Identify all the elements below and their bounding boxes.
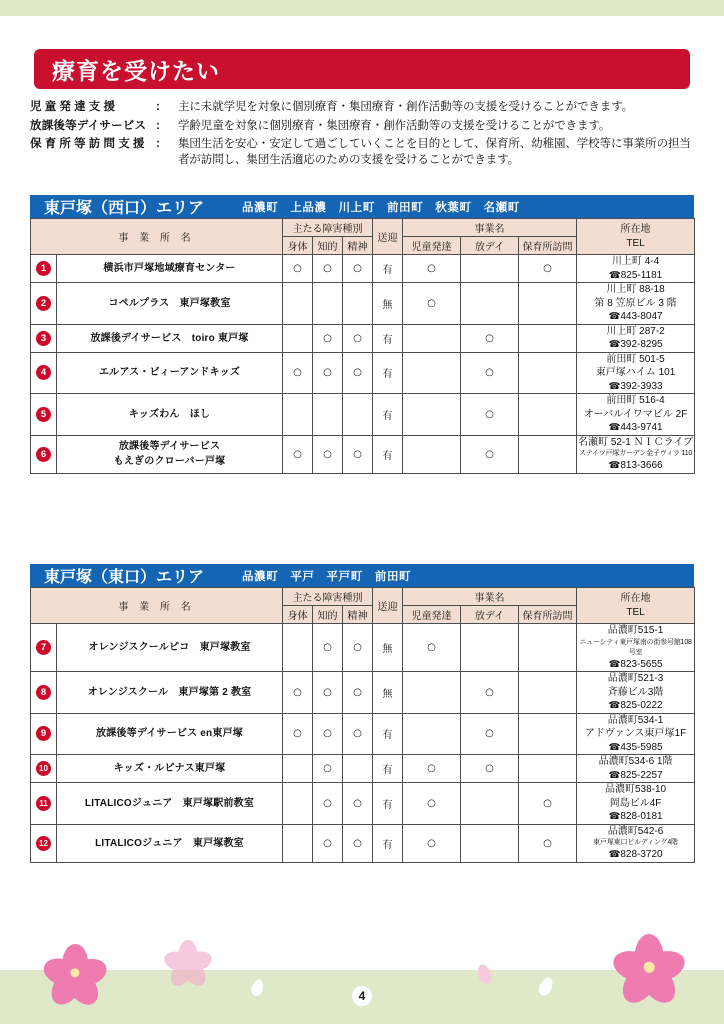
telephone: ☎825-0222 bbox=[608, 700, 663, 711]
table-row bbox=[31, 283, 695, 325]
telephone: ☎435-5985 bbox=[608, 741, 663, 753]
header-disability-group: 主たる障害種別 bbox=[283, 588, 373, 606]
transport-value: 有 bbox=[373, 824, 403, 862]
table-row bbox=[31, 255, 695, 283]
table-row bbox=[31, 435, 695, 473]
facility-name: 横浜市戸塚地域療育センター bbox=[57, 255, 283, 283]
address-line: 品濃町534-6 1階 bbox=[598, 756, 673, 767]
address-line: 品濃町515-1 bbox=[607, 625, 664, 636]
header-facility-name: 事 業 所 名 bbox=[31, 588, 283, 624]
header-service-2: 保育所訪問 bbox=[519, 606, 577, 624]
telephone-icon: ☎ bbox=[608, 380, 621, 392]
mark-after-school: ○ bbox=[461, 755, 519, 783]
telephone: ☎825-1181 bbox=[608, 269, 663, 281]
transport-value: 有 bbox=[373, 255, 403, 283]
row-number-cell bbox=[31, 713, 57, 755]
mark-after-school: ○ bbox=[461, 324, 519, 352]
sakura-flower-icon bbox=[616, 934, 682, 1000]
telephone-icon: ☎ bbox=[608, 460, 621, 471]
mark-body: ○ bbox=[283, 713, 313, 755]
transport-value: 有 bbox=[373, 435, 403, 473]
table-row bbox=[31, 672, 695, 714]
table-row bbox=[31, 783, 695, 825]
row-number-cell bbox=[31, 352, 57, 394]
header-disability-0: 身体 bbox=[283, 237, 313, 255]
page-title: 療育を受けたい bbox=[52, 57, 220, 84]
header-address: 所在地 TEL bbox=[577, 219, 695, 255]
area-town: 川上町 bbox=[338, 201, 375, 214]
area-section-east bbox=[30, 564, 694, 863]
mark-mental: ○ bbox=[343, 672, 373, 714]
facility-name: 放課後デイサービス toiro 東戸塚 bbox=[57, 324, 283, 352]
address-sub-line: 東戸塚東口ビルディング4階 bbox=[593, 839, 678, 846]
area-town: 平戸 bbox=[290, 570, 315, 583]
mark-mental: ○ bbox=[343, 713, 373, 755]
mark-intellect: ○ bbox=[313, 255, 343, 283]
header-disability-group: 主たる障害種別 bbox=[283, 219, 373, 237]
address-cell bbox=[577, 783, 695, 825]
mark-mental: ○ bbox=[343, 324, 373, 352]
definition-description: 集団生活を安心・安定して過ごしていくことを目的として、保育所、幼稚園、学校等に事業所の担当者が訪問し、集団生活適応のための支援を受けることができます。 bbox=[178, 138, 691, 166]
mark-nursery-visit bbox=[519, 324, 577, 352]
transport-value: 有 bbox=[373, 324, 403, 352]
header-service-1: 放デイ bbox=[461, 237, 519, 255]
address-line: 品濃町538-10 bbox=[604, 784, 667, 795]
transport-value: 有 bbox=[373, 394, 403, 436]
telephone: ☎443-8047 bbox=[608, 311, 663, 322]
address-line: 品濃町542-6 bbox=[607, 825, 664, 837]
address-line: 東戸塚ハイム 101 bbox=[595, 367, 676, 378]
address-line: 品濃町534-1 bbox=[607, 714, 664, 726]
definition-description: 主に未就学児を対象に個別療育・集団療育・創作活動等の支援を受けることができます。 bbox=[178, 101, 634, 113]
address-line: 品濃町521-3 bbox=[607, 673, 664, 684]
mark-intellect: ○ bbox=[313, 352, 343, 394]
area-town: 平戸町 bbox=[326, 570, 363, 583]
row-number-cell bbox=[31, 624, 57, 672]
mark-after-school bbox=[461, 824, 519, 862]
header-service-group: 事業名 bbox=[403, 588, 577, 606]
mark-after-school bbox=[461, 624, 519, 672]
mark-nursery-visit bbox=[519, 672, 577, 714]
address-line: 前田町 516-4 bbox=[606, 395, 665, 406]
address-sub-line: ステイツ戸塚ガーデン金子ヴィラ 110 bbox=[578, 450, 693, 457]
mark-child-development bbox=[403, 672, 461, 714]
mark-mental: ○ bbox=[343, 255, 373, 283]
mark-intellect: ○ bbox=[313, 824, 343, 862]
mark-child-development: ○ bbox=[403, 255, 461, 283]
telephone: ☎823-5655 bbox=[608, 658, 663, 670]
mark-mental: ○ bbox=[343, 824, 373, 862]
definitions-list bbox=[30, 100, 698, 171]
row-number-badge: 12 bbox=[36, 836, 51, 851]
sakura-flower-icon bbox=[46, 944, 104, 1002]
address-line: 岡島ビル4F bbox=[609, 797, 662, 809]
definition-row bbox=[30, 119, 698, 135]
row-number-cell bbox=[31, 435, 57, 473]
transport-value: 無 bbox=[373, 672, 403, 714]
transport-value: 有 bbox=[373, 755, 403, 783]
address-cell bbox=[577, 283, 695, 325]
transport-value: 有 bbox=[373, 713, 403, 755]
area-section-west bbox=[30, 195, 694, 474]
sakura-flower-icon bbox=[166, 940, 210, 984]
header-disability-2: 精神 bbox=[343, 237, 373, 255]
address-line: オーバルイワマビル 2F bbox=[583, 408, 688, 420]
header-service-2: 保育所訪問 bbox=[519, 237, 577, 255]
area-town: 上品濃 bbox=[290, 201, 327, 214]
mark-child-development: ○ bbox=[403, 624, 461, 672]
header-service-1: 放デイ bbox=[461, 606, 519, 624]
header-disability-1: 知的 bbox=[313, 237, 343, 255]
mark-body bbox=[283, 324, 313, 352]
row-number-cell bbox=[31, 283, 57, 325]
row-number-badge: 10 bbox=[36, 761, 51, 776]
row-number-badge: 11 bbox=[36, 796, 51, 811]
mark-child-development bbox=[403, 324, 461, 352]
row-number-badge: 6 bbox=[36, 447, 51, 462]
transport-value: 無 bbox=[373, 624, 403, 672]
mark-body bbox=[283, 755, 313, 783]
mark-after-school: ○ bbox=[461, 713, 519, 755]
mark-intellect: ○ bbox=[313, 755, 343, 783]
mark-nursery-visit: ○ bbox=[519, 255, 577, 283]
address-cell bbox=[577, 624, 695, 672]
mark-body bbox=[283, 283, 313, 325]
mark-body: ○ bbox=[283, 672, 313, 714]
address-line: 名瀬町 52-1 ＮＩＣライブ bbox=[578, 436, 694, 448]
mark-mental bbox=[343, 394, 373, 436]
mark-intellect: ○ bbox=[313, 713, 343, 755]
transport-value: 有 bbox=[373, 352, 403, 394]
address-line: 前田町 501-5 bbox=[606, 353, 665, 365]
mark-mental: ○ bbox=[343, 624, 373, 672]
telephone-icon: ☎ bbox=[608, 311, 621, 322]
mark-nursery-visit bbox=[519, 283, 577, 325]
telephone-icon: ☎ bbox=[608, 741, 621, 753]
facility-name: LITALICOジュニア 東戸塚教室 bbox=[57, 824, 283, 862]
mark-body bbox=[283, 824, 313, 862]
address-sub-line: ニューシティ東戸塚南の街参号館108号室 bbox=[579, 638, 692, 656]
area-header-east bbox=[30, 564, 694, 587]
row-number-badge: 8 bbox=[36, 685, 51, 700]
telephone-icon: ☎ bbox=[608, 811, 621, 822]
telephone: ☎392-3933 bbox=[608, 380, 663, 392]
mark-body bbox=[283, 394, 313, 436]
mark-intellect: ○ bbox=[313, 783, 343, 825]
header-service-group: 事業名 bbox=[403, 219, 577, 237]
definition-colon: : bbox=[156, 119, 160, 132]
table-header-row-top bbox=[31, 219, 695, 237]
area-town-list bbox=[242, 199, 532, 215]
mark-after-school: ○ bbox=[461, 672, 519, 714]
telephone-icon: ☎ bbox=[608, 658, 621, 670]
area-town: 前田町 bbox=[386, 201, 424, 214]
definition-row bbox=[30, 137, 698, 168]
mark-nursery-visit bbox=[519, 435, 577, 473]
row-number-cell bbox=[31, 324, 57, 352]
mark-mental bbox=[343, 755, 373, 783]
address-line: 川上町 287-2 bbox=[606, 325, 665, 337]
row-number-badge: 3 bbox=[36, 331, 51, 346]
row-number-cell bbox=[31, 255, 57, 283]
mark-intellect bbox=[313, 394, 343, 436]
table-row bbox=[31, 324, 695, 352]
area-town: 前田町 bbox=[374, 570, 412, 583]
telephone: ☎825-2257 bbox=[608, 769, 663, 781]
area-town-list bbox=[242, 568, 423, 584]
definition-term: 児童発達支援 bbox=[30, 101, 119, 113]
mark-nursery-visit bbox=[519, 624, 577, 672]
address-line: 第 8 笠原ビル 3 階 bbox=[594, 297, 677, 309]
address-cell bbox=[577, 824, 695, 862]
mark-nursery-visit bbox=[519, 755, 577, 783]
telephone-icon: ☎ bbox=[608, 269, 621, 281]
top-decorative-band bbox=[0, 0, 724, 16]
row-number-cell bbox=[31, 824, 57, 862]
section-title-bar bbox=[34, 49, 690, 89]
facility-name: 放課後等デイサービス もえぎのクローバー戸塚 bbox=[57, 435, 283, 473]
row-number-badge: 5 bbox=[36, 407, 51, 422]
area-town: 名瀬町 bbox=[483, 201, 520, 214]
header-service-0: 児童発達 bbox=[403, 237, 461, 255]
facility-name: オレンジスクール 東戸塚第 2 教室 bbox=[57, 672, 283, 714]
row-number-badge: 1 bbox=[36, 261, 51, 276]
mark-nursery-visit: ○ bbox=[519, 824, 577, 862]
facility-name: コペルプラス 東戸塚教室 bbox=[57, 283, 283, 325]
definition-description: 学齢児童を対象に個別療育・集団療育・創作活動等の支援を受けることができます。 bbox=[178, 119, 611, 132]
address-cell bbox=[577, 435, 695, 473]
mark-mental: ○ bbox=[343, 352, 373, 394]
table-row bbox=[31, 755, 695, 783]
area-name: 東戸塚（西口）エリア bbox=[44, 200, 205, 217]
transport-value: 無 bbox=[373, 283, 403, 325]
facility-name: キッズ・ルピナス東戸塚 bbox=[57, 755, 283, 783]
mark-nursery-visit bbox=[519, 352, 577, 394]
mark-mental: ○ bbox=[343, 783, 373, 825]
page-number: 4 bbox=[352, 986, 372, 1006]
mark-intellect: ○ bbox=[313, 324, 343, 352]
definition-colon: : bbox=[156, 101, 160, 113]
address-cell bbox=[577, 713, 695, 755]
mark-child-development bbox=[403, 352, 461, 394]
table-row bbox=[31, 624, 695, 672]
table-row bbox=[31, 824, 695, 862]
area-town: 品濃町 bbox=[242, 570, 279, 583]
mark-nursery-visit: ○ bbox=[519, 783, 577, 825]
mark-nursery-visit bbox=[519, 394, 577, 436]
mark-after-school: ○ bbox=[461, 352, 519, 394]
header-disability-0: 身体 bbox=[283, 606, 313, 624]
address-cell bbox=[577, 255, 695, 283]
mark-child-development bbox=[403, 394, 461, 436]
telephone: ☎443-9741 bbox=[608, 422, 663, 433]
area-header-west bbox=[30, 195, 694, 218]
mark-mental bbox=[343, 283, 373, 325]
definition-term: 放課後等デイサービス bbox=[30, 119, 147, 132]
facility-name: 放課後等デイサービス en東戸塚 bbox=[57, 713, 283, 755]
address-line: アドヴァンス東戸塚1F bbox=[584, 728, 687, 739]
telephone: ☎813-3666 bbox=[608, 460, 663, 471]
header-transport: 送迎 bbox=[373, 588, 403, 624]
definition-colon: : bbox=[156, 138, 160, 150]
facility-table-east bbox=[30, 587, 695, 863]
telephone-icon: ☎ bbox=[608, 339, 621, 350]
row-number-badge: 2 bbox=[36, 296, 51, 311]
address-cell bbox=[577, 755, 695, 783]
mark-body bbox=[283, 783, 313, 825]
mark-child-development bbox=[403, 435, 461, 473]
mark-body: ○ bbox=[283, 352, 313, 394]
mark-mental: ○ bbox=[343, 435, 373, 473]
facility-name: エルアス・ビィーアンドキッズ bbox=[57, 352, 283, 394]
address-cell bbox=[577, 352, 695, 394]
telephone: ☎392-8295 bbox=[608, 339, 663, 350]
header-disability-2: 精神 bbox=[343, 606, 373, 624]
mark-child-development: ○ bbox=[403, 824, 461, 862]
mark-child-development bbox=[403, 713, 461, 755]
address-line: 川上町 88-18 bbox=[606, 284, 665, 295]
table-header-row-top bbox=[31, 588, 695, 606]
row-number-badge: 4 bbox=[36, 365, 51, 380]
telephone: ☎828-0181 bbox=[608, 811, 663, 822]
transport-value: 有 bbox=[373, 783, 403, 825]
mark-intellect: ○ bbox=[313, 624, 343, 672]
mark-after-school bbox=[461, 255, 519, 283]
mark-after-school: ○ bbox=[461, 394, 519, 436]
area-name: 東戸塚（東口）エリア bbox=[44, 569, 205, 586]
facility-name: キッズわん ほし bbox=[57, 394, 283, 436]
address-cell bbox=[577, 672, 695, 714]
facility-name: LITALICOジュニア 東戸塚駅前教室 bbox=[57, 783, 283, 825]
header-disability-1: 知的 bbox=[313, 606, 343, 624]
header-service-0: 児童発達 bbox=[403, 606, 461, 624]
row-number-badge: 9 bbox=[36, 726, 51, 741]
address-line: 斉藤ビル3階 bbox=[607, 686, 664, 698]
header-facility-name: 事 業 所 名 bbox=[31, 219, 283, 255]
mark-body: ○ bbox=[283, 255, 313, 283]
mark-after-school: ○ bbox=[461, 435, 519, 473]
row-number-cell bbox=[31, 755, 57, 783]
telephone-icon: ☎ bbox=[608, 769, 621, 781]
area-town: 秋葉町 bbox=[435, 201, 472, 214]
telephone-icon: ☎ bbox=[608, 849, 621, 860]
telephone-icon: ☎ bbox=[608, 700, 621, 711]
row-number-cell bbox=[31, 394, 57, 436]
mark-after-school bbox=[461, 783, 519, 825]
mark-intellect bbox=[313, 283, 343, 325]
header-transport: 送迎 bbox=[373, 219, 403, 255]
facility-name: オレンジスクールピコ 東戸塚教室 bbox=[57, 624, 283, 672]
row-number-badge: 7 bbox=[36, 640, 51, 655]
mark-child-development: ○ bbox=[403, 783, 461, 825]
address-cell bbox=[577, 394, 695, 436]
mark-intellect: ○ bbox=[313, 672, 343, 714]
mark-after-school bbox=[461, 283, 519, 325]
table-row bbox=[31, 394, 695, 436]
mark-child-development: ○ bbox=[403, 755, 461, 783]
mark-nursery-visit bbox=[519, 713, 577, 755]
telephone-icon: ☎ bbox=[608, 422, 621, 433]
address-cell bbox=[577, 324, 695, 352]
table-row bbox=[31, 713, 695, 755]
header-address: 所在地 TEL bbox=[577, 588, 695, 624]
address-line: 川上町 4-4 bbox=[611, 256, 660, 267]
table-row bbox=[31, 352, 695, 394]
mark-intellect: ○ bbox=[313, 435, 343, 473]
mark-body: ○ bbox=[283, 435, 313, 473]
row-number-cell bbox=[31, 783, 57, 825]
row-number-cell bbox=[31, 672, 57, 714]
definition-row bbox=[30, 100, 698, 116]
mark-child-development: ○ bbox=[403, 283, 461, 325]
telephone: ☎828-3720 bbox=[608, 849, 663, 860]
facility-table-west bbox=[30, 218, 695, 474]
mark-body bbox=[283, 624, 313, 672]
definition-term: 保育所等訪問支援 bbox=[30, 138, 148, 150]
area-town: 品濃町 bbox=[242, 201, 279, 214]
